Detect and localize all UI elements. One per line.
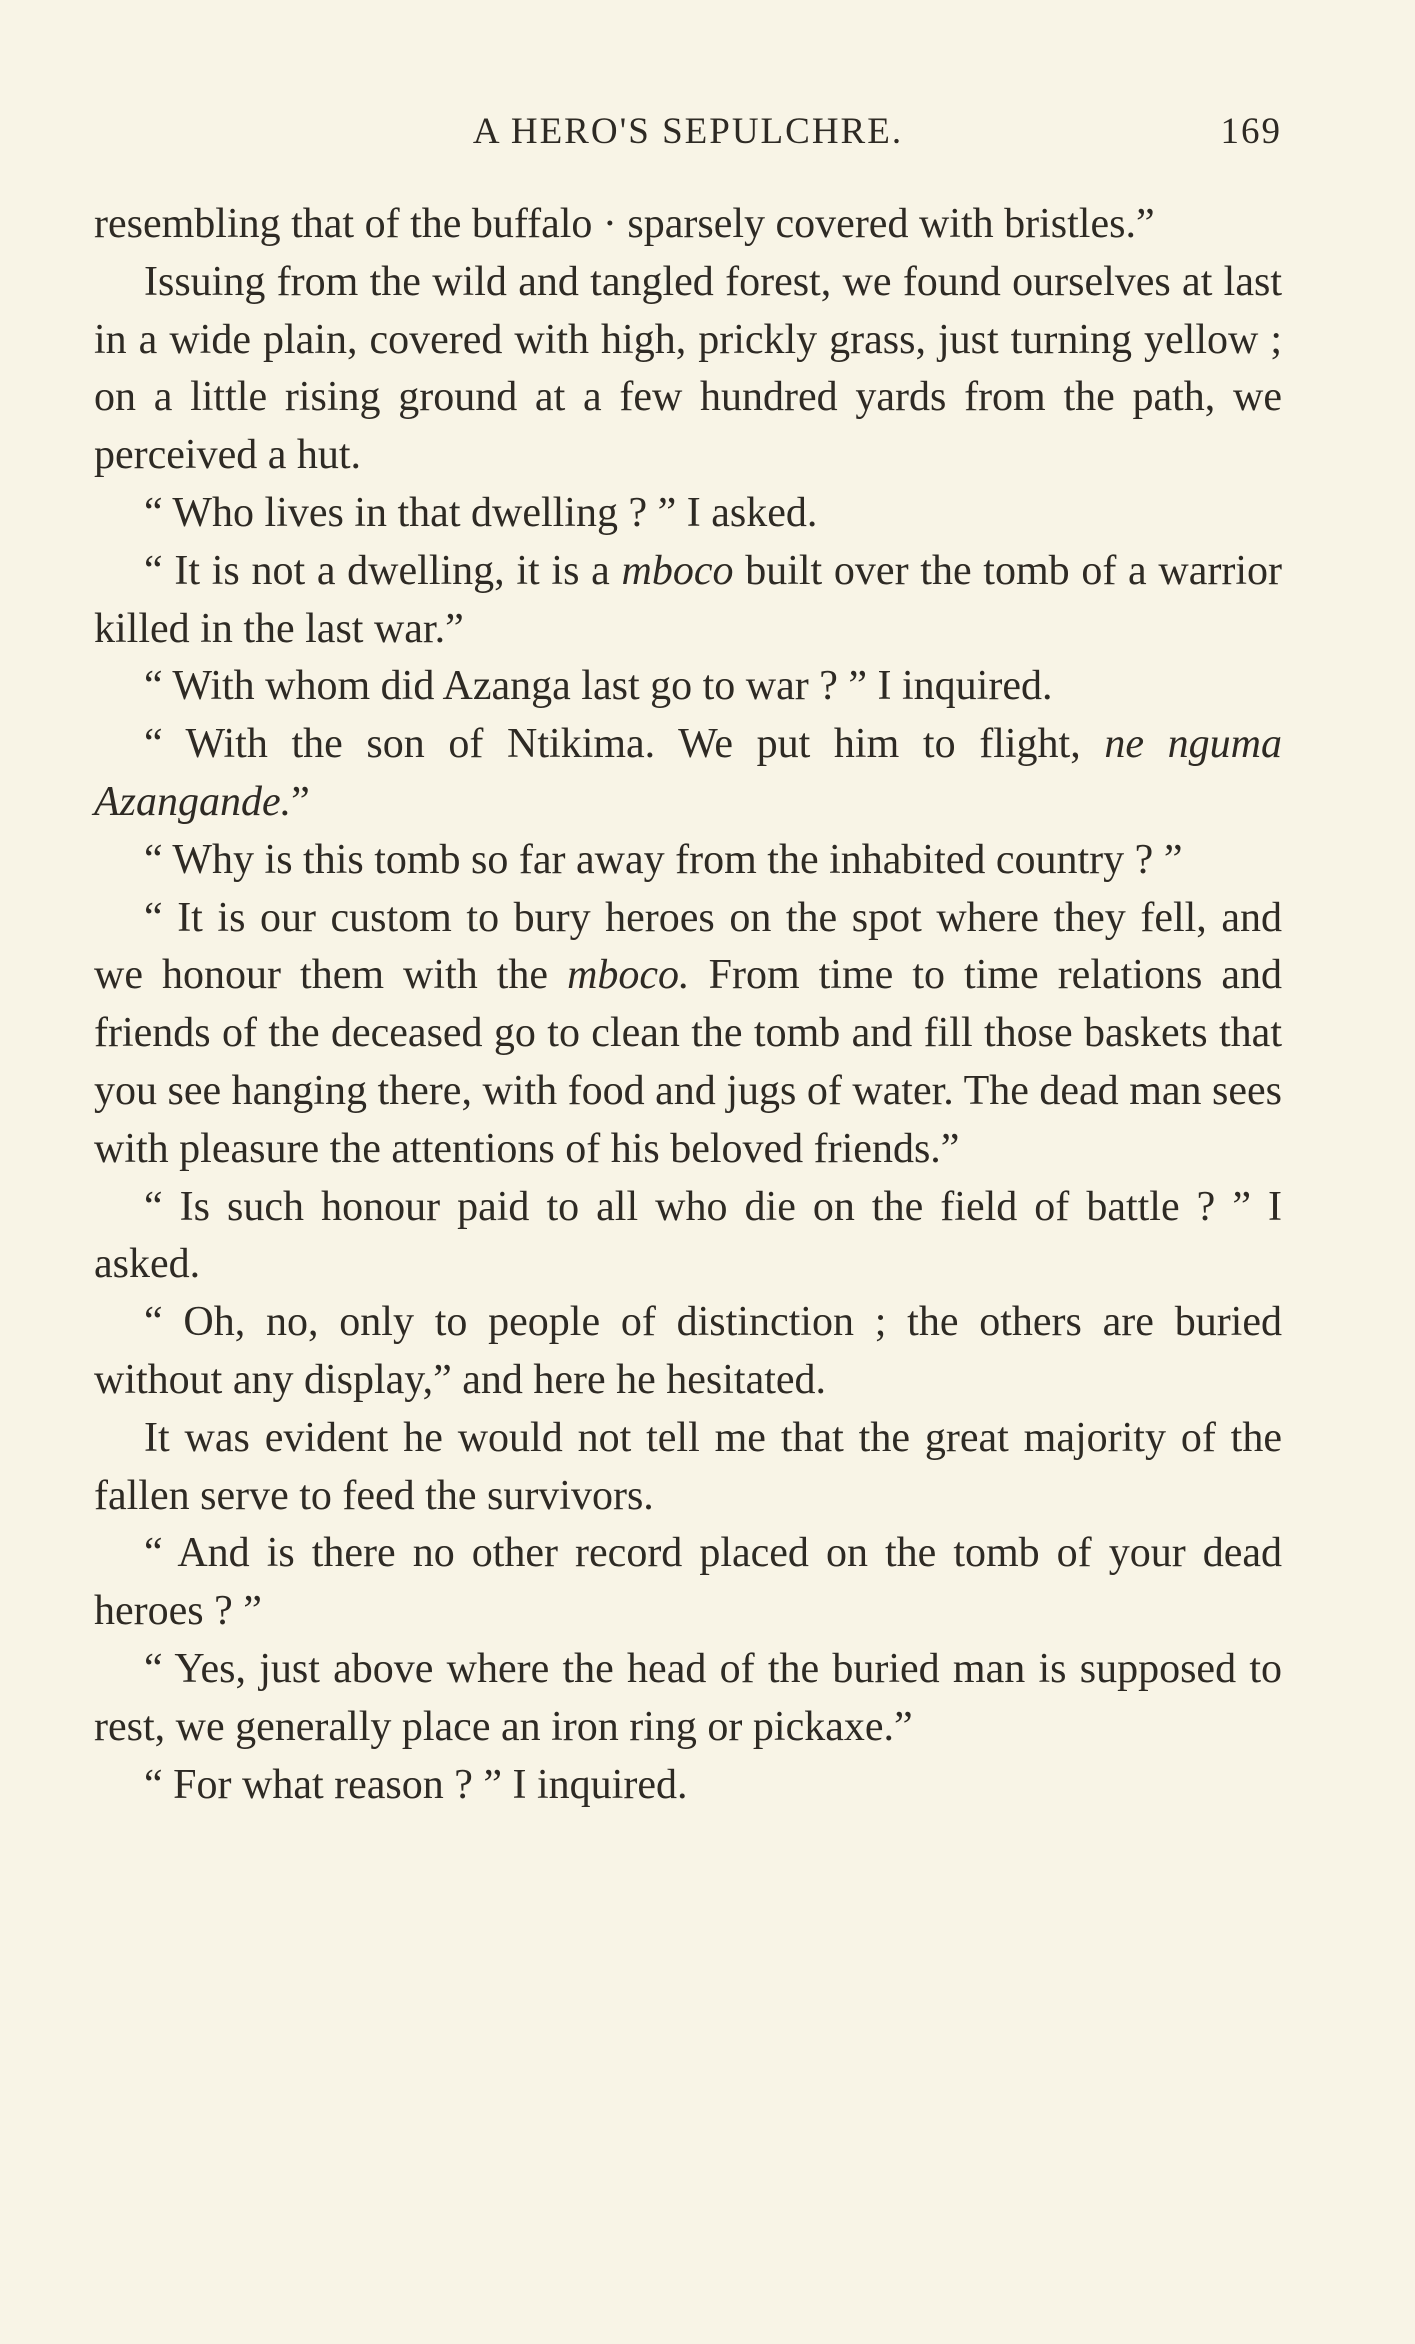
paragraph: “ Oh, no, only to people of distinction ; the others are buried without any display,” and here he hesitated. (94, 1299, 1282, 1403)
paragraph: “ With whom did Azanga last go to war ? ” I inquired. (144, 663, 1053, 710)
paragraph: “ Who lives in that dwelling ? ” I asked. (144, 489, 818, 536)
paragraph: “ It is not a dwelling, it is a mboco built over the tomb of a warrior killed in the last war.” (94, 547, 1283, 652)
paragraph: “ It is our custom to bury heroes on the spot where they fell, and we honour them with the mboco. From time to time relations and friends of the deceased go to clean the tomb and fill those baskets that you see hanging there, with food and jugs of water. The dead man sees with pleasure the attentions of his beloved friends.” (94, 894, 1282, 1172)
paragraph: “ With the son of Ntikima. We put him to flight, ne nguma Azangande.” (94, 721, 1282, 825)
italic-term: mboco. (567, 952, 690, 999)
body-text (94, 196, 1282, 1814)
paragraph: Issuing from the wild and tangled forest, we found ourselves at last in a wide plain, covered with high, prickly grass, just turning yellow ; on a little rising ground at a few hundred yards from the path, we perceived a hut. (94, 258, 1282, 479)
paragraph: resembling that of the buffalo · sparsely covered with bristles.” (94, 201, 1155, 247)
running-header (94, 110, 1282, 170)
paragraph: “ Is such honour paid to all who die on the field of battle ? ” I asked. (94, 1183, 1282, 1288)
paragraph: It was evident he would not tell me that the great majority of the fallen serve to feed the survivors. (94, 1414, 1282, 1519)
italic-term: mboco (621, 547, 734, 594)
page-number: 169 (1220, 111, 1282, 152)
paragraph: “ For what reason ? ” I inquired. (144, 1761, 688, 1808)
paragraph: “ And is there no other record placed on the tomb of your dead heroes ? ” (94, 1530, 1282, 1635)
paragraph: “ Why is this tomb so far away from the inhabited country ? ” (144, 836, 1183, 883)
italic-phrase: ne nguma Azangande. (94, 721, 1282, 825)
running-title: A HERO'S SEPULCHRE. (472, 111, 904, 152)
paragraph: “ Yes, just above where the head of the buried man is supposed to rest, we generally place an iron ring or pickaxe.” (94, 1645, 1282, 1750)
